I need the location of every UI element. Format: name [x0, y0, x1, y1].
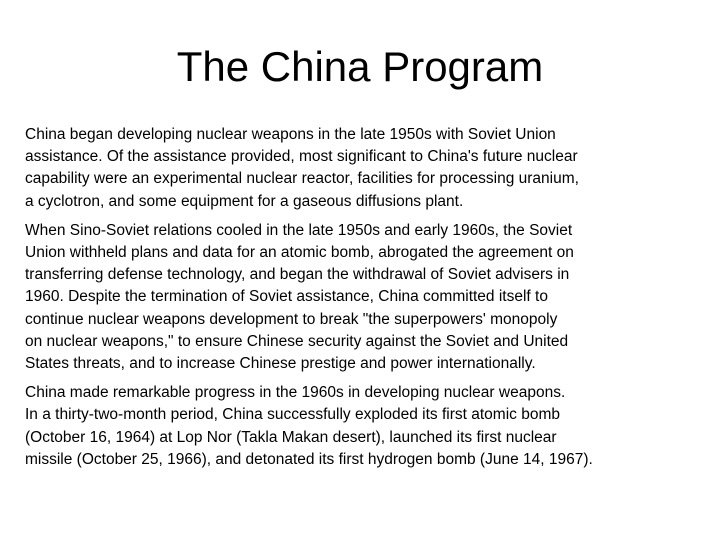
text-line: China began developing nuclear weapons in the late 1950s with Soviet Union	[25, 126, 556, 143]
slide-title: The China Program	[176, 43, 544, 90]
paragraph-1960s-progress	[25, 382, 700, 471]
text-line: capability were an experimental nuclear reactor, facilities for processing uranium,	[25, 170, 579, 188]
text-line: on nuclear weapons," to ensure Chinese security against the Soviet and United	[25, 332, 569, 350]
slide-body	[25, 124, 700, 478]
paragraph-soviet-assistance	[25, 124, 700, 213]
text-line: China made remarkable progress in the 1960s in developing nuclear weapons.	[25, 384, 566, 402]
text-line: 1960. Despite the termination of Soviet assistance, China committed itself to	[25, 288, 548, 306]
text-line: When Sino-Soviet relations cooled in the late 1950s and early 1960s, the Soviet	[25, 221, 573, 239]
text-line: In a thirty-two-month period, China successfully exploded its first atomic bomb	[25, 406, 560, 424]
text-line: Union withheld plans and data for an atomic bomb, abrogated the agreement on	[25, 244, 574, 262]
text-line: missile (October 25, 1966), and detonated its first hydrogen bomb (June 14, 1967).	[25, 450, 593, 468]
text-line: a cyclotron, and some equipment for a gaseous diffusions plant.	[25, 192, 464, 210]
text-line: (October 16, 1964) at Lop Nor (Takla Makan desert), launched its first nuclear	[25, 428, 557, 446]
text-line: transferring defense technology, and began the withdrawal of Soviet advisers in	[25, 266, 570, 284]
text-line: assistance. Of the assistance provided, most significant to China's future nuclear	[25, 148, 578, 166]
text-line: continue nuclear weapons development to break "the superpowers' monopoly	[25, 310, 558, 328]
paragraph-sino-soviet-split	[25, 220, 700, 375]
text-line: States threats, and to increase Chinese prestige and power internationally.	[25, 355, 536, 373]
